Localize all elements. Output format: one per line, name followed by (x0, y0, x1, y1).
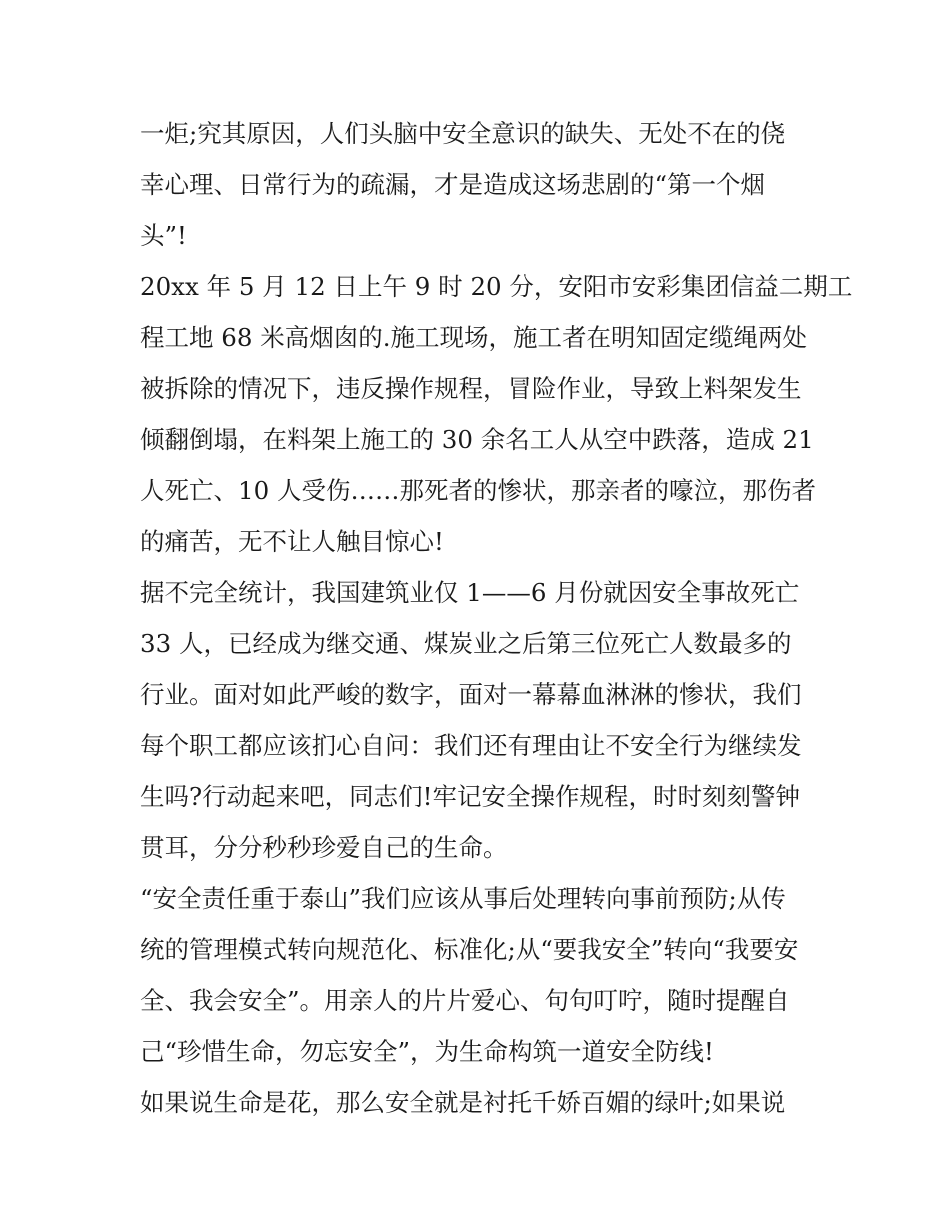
text-line: 一炬;究其原因，人们头脑中安全意识的缺失、无处不在的侥 (140, 119, 786, 148)
text-line: 行业。面对如此严峻的数字，面对一幕幕血淋淋的惨状，我们 (140, 680, 802, 709)
text-line: 人死亡、10 人受伤……那死者的惨状，那亲者的嚎泣，那伤者 (140, 476, 816, 505)
text-line: 据不完全统计，我国建筑业仅 1——6 月份就因安全事故死亡 (140, 578, 800, 607)
text-line: 倾翻倒塌，在料架上施工的 30 余名工人从空中跌落，造成 21 (140, 425, 814, 454)
text-line: 33 人，已经成为继交通、煤炭业之后第三位死亡人数最多的 (140, 629, 792, 658)
text-line: 20xx 年 5 月 12 日上午 9 时 20 分，安阳市安彩集团信益二期工 (140, 272, 853, 301)
text-line: 统的管理模式转向规范化、标准化;从“要我安全”转向“我要安 (140, 935, 799, 964)
text-line: 贯耳，分分秒秒珍爱自己的生命。 (140, 833, 508, 862)
text-line: 头”! (140, 221, 187, 250)
document-body (140, 108, 853, 1128)
text-line: 己“珍惜生命，勿忘安全”，为生命构筑一道安全防线! (140, 1037, 714, 1066)
text-line: 每个职工都应该扪心自问：我们还有理由让不安全行为继续发 (140, 731, 802, 760)
text-line: 程工地 68 米高烟囱的.施工现场，施工者在明知固定缆绳两处 (140, 323, 808, 352)
text-line: “安全责任重于泰山”我们应该从事后处理转向事前预防;从传 (140, 884, 786, 913)
text-line: 幸心理、日常行为的疏漏，才是造成这场悲剧的“第一个烟 (140, 170, 766, 199)
text-line: 生吗?行动起来吧，同志们!牢记安全操作规程，时时刻刻警钟 (140, 782, 800, 811)
text-line: 的痛苦，无不让人触目惊心! (140, 527, 444, 556)
text-line: 全、我会安全”。用亲人的片片爱心、句句叮咛，随时提醒自 (140, 986, 790, 1015)
text-line: 被拆除的情况下，违反操作规程，冒险作业，导致上料架发生 (140, 374, 802, 403)
text-line: 如果说生命是花，那么安全就是衬托千娇百媚的绿叶;如果说 (140, 1088, 786, 1117)
